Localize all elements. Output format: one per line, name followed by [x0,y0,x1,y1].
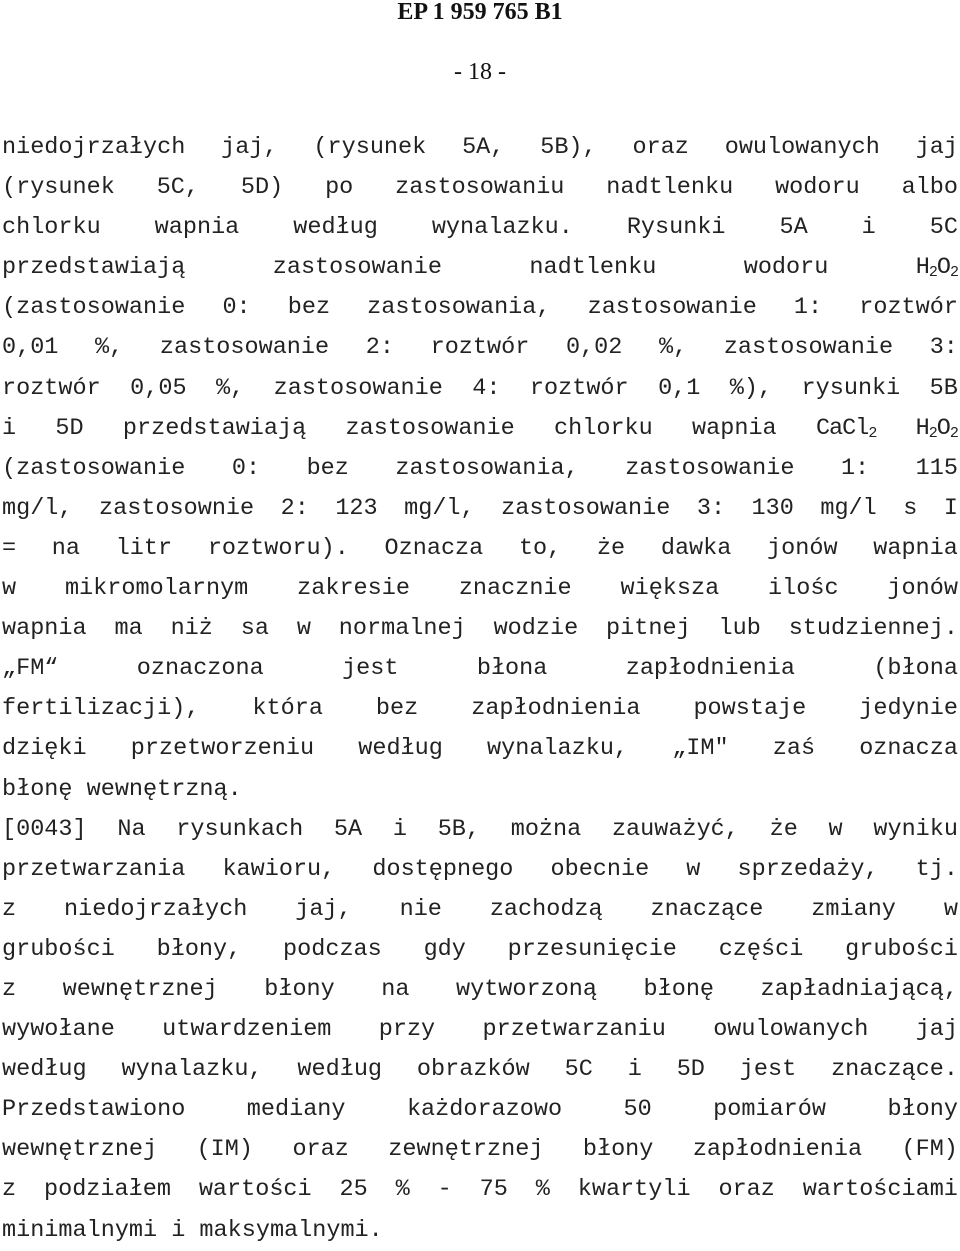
word: że [596,534,626,562]
word: roztwór [430,334,530,362]
word: błona [476,655,548,683]
word: [0043] [2,815,87,843]
word: ma [114,615,143,643]
word: roztwór [529,374,629,402]
word: jaj, [295,895,352,923]
word: zastosowania, [395,454,579,482]
word: powstaje [693,695,807,723]
word: 0: [222,294,251,322]
word: zastosowaniu [395,174,565,202]
word: błony, [156,935,242,963]
word: w [2,575,17,603]
word: (rysunek [313,134,427,161]
word: wywołane [2,1016,115,1044]
word: owulowanych [713,1016,869,1044]
word: s [903,494,918,522]
word: zastosowanie [587,294,757,322]
word: dzięki [2,735,87,763]
word: zewnętrznej [388,1136,544,1164]
word: błony [887,1096,958,1124]
word: jest [739,1056,797,1084]
word: zakresie [297,575,410,603]
word: z [2,975,17,1003]
text-line: błonę wewnętrzną. [2,775,242,803]
word: lub [718,615,761,643]
word: oraz [292,1136,349,1164]
word: na [51,534,81,562]
paragraph-0043-start [2,810,958,850]
word: 5C [929,214,958,242]
word: oraz [718,1176,775,1204]
word: %), [729,374,773,402]
word: roztwór [859,294,958,322]
word: 0,02 [565,334,623,362]
text-line-formula: przedstawiają zastosowanie nadtlenku wodoru $H_2O_2$ [2,248,958,288]
word: jonów [887,575,958,603]
word: fertilizacji), [2,695,200,723]
word: 3: [929,334,958,362]
word: wodzie [493,615,579,643]
word: wytworzoną [455,975,598,1003]
page-number: - 18 - [454,59,506,85]
word: 2: [365,334,394,362]
text-line [2,569,958,609]
text-line [2,369,958,409]
word: dawka [660,534,732,562]
text-line [2,850,958,890]
word: oraz [632,134,689,161]
text-line [2,168,958,208]
word: że [769,815,798,843]
word: normalnej [338,615,466,643]
word: nadtlenku [606,174,734,202]
word: według [297,1056,383,1084]
word: %, [658,334,688,362]
text-line [2,1090,958,1130]
word: 1: [840,454,870,482]
word: owulowanych [724,134,880,161]
word: 5C [564,1056,593,1084]
word: według [358,735,443,763]
text-line [2,1130,958,1170]
word: niedojrzałych [2,134,186,161]
word: większa [620,575,720,603]
word: % [395,1176,410,1204]
word: części [718,935,804,963]
text-line [2,128,958,168]
text-line [2,1050,958,1090]
word: 0,1 [658,374,701,402]
word: 2: [280,494,309,522]
word: (IM) [196,1136,253,1164]
word: mediany [246,1096,346,1124]
word: „FM“ [2,655,59,683]
word: wodoru [775,174,860,202]
word: obrazków [416,1056,530,1084]
word: sa [240,615,269,643]
chemical-formula-cacl2: CaCl$_2$ [815,414,877,442]
word: znaczące [650,895,764,923]
word: wartościami [802,1176,958,1204]
word: utwardzeniem [162,1016,332,1044]
word: 0: [231,454,261,482]
document-body [2,128,958,1251]
word: zastosowanie [625,454,795,482]
word: podczas [283,935,382,963]
word: jaj [915,134,958,161]
word: kwartyli [577,1176,691,1204]
word: każdorazowo [406,1096,563,1124]
word: znaczące. [831,1056,958,1084]
chemical-formula-h2o2: $H_2O_2$ [915,254,958,282]
text-line-formula: i 5D przedstawiają zastosowanie chlorku wapnia CaCl$_2$ $H_2O_2$ [2,409,958,449]
word: Przedstawiono [2,1096,186,1124]
word: 115 [915,454,958,482]
word: wartości [198,1176,312,1204]
word: przetworzeniu [130,735,315,763]
word: błonę [643,975,715,1003]
word: wynalazku. [431,214,573,242]
word: z [2,1176,17,1204]
word: w [686,855,701,883]
word: 5A, [462,134,505,161]
word: tj. [915,855,958,883]
word: 50 [623,1096,652,1124]
word: wapnia [2,615,87,643]
word: przesunięcie [507,935,677,963]
word: I [943,494,958,522]
text-line [2,729,958,769]
word: 5D) [240,174,284,202]
chemical-formula-h2o2: $H_2O_2$ [915,414,958,442]
word: grubości [845,935,958,963]
word: wapnia [873,534,958,562]
word: 5B [929,374,958,402]
word: pomiarów [713,1096,826,1124]
word: rysunki [801,374,901,402]
word: na [381,975,410,1003]
word: %, [95,334,124,362]
word: niedojrzałych [64,895,248,923]
word: jaj [915,1016,958,1044]
word: zastosowanie [273,374,443,402]
word: zachodzą [489,895,603,923]
word: 25 [339,1176,368,1204]
word: oznaczona [136,655,264,683]
word: bez [287,294,331,322]
text-line [2,890,958,930]
text-line [2,649,958,689]
word: 1: [793,294,823,322]
word: dostępnego [372,855,514,883]
word: przy [378,1016,436,1044]
word: Oznacza [384,534,484,562]
word: 5A [779,214,808,242]
word: mg/l, [404,494,475,522]
word: mg/l, [2,494,73,522]
word: jest [342,655,399,683]
word: mg/l [820,494,877,522]
word: zastosowania, [367,294,551,322]
word: 5B), [540,134,597,161]
word: z [2,895,17,923]
word: zmiany [811,895,896,923]
text-line [2,328,958,368]
word: 5D [676,1056,705,1084]
word: wyniku [873,815,958,843]
word: roztwór [2,374,101,402]
text-line [2,529,958,569]
word: w [943,895,958,923]
word: po [325,174,354,202]
text-line [2,970,958,1010]
word: i [392,815,407,843]
word: podziałem [44,1176,171,1204]
text-line [2,1170,958,1210]
word: sprzedaży, [737,855,879,883]
word: rysunkach [176,815,304,843]
word: to, [518,534,562,562]
word: 5A [333,815,363,843]
word: 3: [696,494,726,522]
word: wewnętrznej [2,1136,158,1164]
word: obecnie [550,855,650,883]
word: litr [115,534,173,562]
word: zapłodnienia [471,695,641,723]
word: i [627,1056,642,1084]
text-line [2,208,958,248]
text-line [2,689,958,729]
text-line [2,489,958,529]
text-line [2,930,958,970]
word: 130 [751,494,794,522]
word: (FM) [901,1136,958,1164]
word: według [2,1056,87,1084]
word: wynalazku, [487,735,629,763]
word: pitnej [606,615,691,643]
word: %, [215,374,245,402]
word: można [510,815,582,843]
word: przetwarzania [2,855,186,883]
word: = [2,534,17,562]
word: w [296,615,311,643]
word: 0,01 [2,334,59,362]
word: - [437,1176,452,1204]
word: mikromolarnym [64,575,249,603]
word: grubości [2,935,115,963]
word: 5C, [156,174,200,202]
word: 75 [479,1176,508,1204]
word: zapładniającą, [760,975,958,1003]
word: wynalazku, [121,1056,263,1084]
word: bez [306,454,349,482]
word: „IM" [672,735,729,763]
word: zaś [772,735,816,763]
word: (zastosowanie [2,454,186,482]
word: znacznie [458,575,572,603]
word: zastosowanie [159,334,330,362]
word: zastosownie [99,494,255,522]
word: błony [582,1136,654,1164]
text-line [2,288,958,328]
word: zapłodnienia [692,1136,863,1164]
word: wapnia [154,214,240,242]
word: według [293,214,378,242]
word: i [861,214,876,242]
word: albo [901,174,958,202]
text-line: minimalnymi i maksymalnymi. [2,1216,383,1244]
word: zastosowanie [501,494,671,522]
word: niż [170,615,213,643]
word: wewnętrznej [62,975,218,1003]
word: Rysunki [626,214,726,242]
word: ilośc [768,575,839,603]
text-line [2,1010,958,1050]
word: (błona [873,655,958,683]
word: kawioru, [222,855,336,883]
word: bez [375,695,419,723]
word: błony [264,975,335,1003]
word: zapłodnienia [625,655,795,683]
word: (rysunek [2,174,115,202]
word: 4: [472,374,501,402]
word: jedynie [859,695,958,723]
word: 5B, [437,815,480,843]
word: w [828,815,843,843]
word: jaj, [221,134,278,161]
text-line [2,449,958,489]
word: gdy [423,935,466,963]
word: zastosowanie [723,334,894,362]
word: oznacza [859,735,958,763]
word: studziennej. [788,615,958,643]
word: (zastosowanie [2,294,186,322]
document-header: EP 1 959 765 B1 [397,0,563,25]
word: Na [117,815,146,843]
word: % [535,1176,550,1204]
word: chlorku [2,214,101,242]
word: 123 [335,494,378,522]
word: nie [399,895,442,923]
text-line [2,609,958,649]
word: przetwarzaniu [482,1016,666,1044]
word: zauważyć, [611,815,739,843]
word: roztworu). [207,534,349,562]
word: która [252,695,323,723]
word: jonów [767,534,838,562]
word: 0,05 [130,374,187,402]
